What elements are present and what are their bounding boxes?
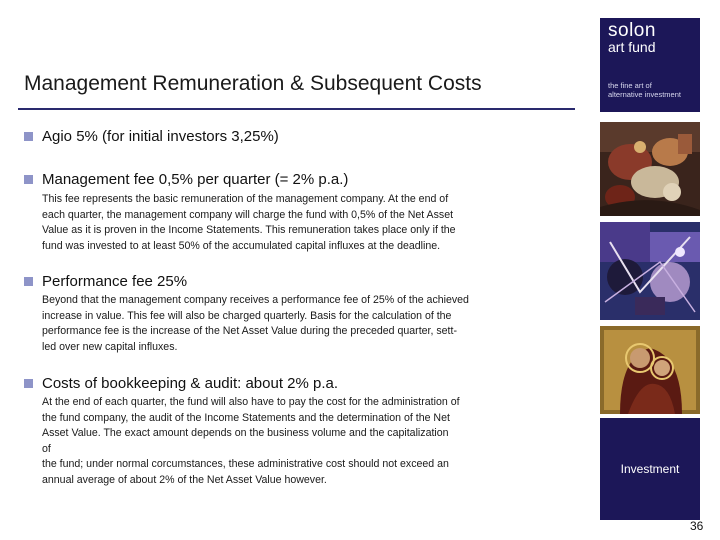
logo-tagline <box>608 81 692 99</box>
management-fee-paragraph <box>42 192 568 254</box>
paragraph-line: annual average of about 2% of the Net Asset Value however. <box>42 473 327 486</box>
paragraph-line: Asset Value. The exact amount depends on the business volume and the capitalization <box>42 427 449 439</box>
logo-subtitle: art fund <box>608 39 656 55</box>
bullet-heading: Costs of bookkeeping & audit: about 2% p.a. <box>42 375 339 392</box>
bullet-square-icon <box>24 132 33 141</box>
bookkeeping-paragraph <box>42 395 568 488</box>
paragraph-line: the fund company, the audit of the Income Statements and the determination of the Net <box>42 411 450 424</box>
bullet-heading: Performance fee 25% <box>42 273 188 290</box>
bullet-bookkeeping-audit <box>24 375 338 392</box>
paragraph-line: At the end of each quarter, the fund will also have to pay the cost for the administration of <box>42 396 460 408</box>
artwork-image-icon-painting <box>600 326 700 414</box>
bullet-agio <box>24 128 279 145</box>
paragraph-line: the fund; under normal corcumstances, these administrative cost should not exceed an <box>42 458 449 470</box>
logo-tagline-line: the fine art of <box>608 81 652 90</box>
paragraph-line: Value as it is proven in the Income Statements. This remuneration takes place only if the <box>42 224 456 236</box>
logo-tagline-line: alternative investment <box>608 90 681 99</box>
solon-logo <box>600 18 700 112</box>
artwork-image-surreal <box>600 122 700 216</box>
bullet-heading: Agio 5% (for initial investors 3,25%) <box>42 128 279 145</box>
page-number: 36 <box>690 519 704 533</box>
paragraph-line: fund was invested to at least 50% of the accumulated capital influxes at the deadline. <box>42 239 441 252</box>
paragraph-line: led over new capital influxes. <box>42 340 178 353</box>
bullet-square-icon <box>24 277 33 286</box>
logo-wordmark: solon <box>608 20 656 41</box>
investment-label: Investment <box>620 462 680 476</box>
paragraph-line: of <box>42 442 51 455</box>
bullet-management-fee <box>24 171 348 188</box>
bullet-square-icon <box>24 379 33 388</box>
bullet-performance-fee <box>24 273 187 290</box>
paragraph-line: each quarter, the management company will charge the fund with 0,5% of the Net Asset <box>42 208 454 221</box>
bullet-heading: Management fee 0,5% per quarter (= 2% p.a.) <box>42 171 349 188</box>
slide-title: Management Remuneration & Subsequent Costs <box>24 72 482 95</box>
performance-fee-paragraph <box>42 293 568 355</box>
paragraph-line: Beyond that the management company receives a performance fee of 25% of the achieved <box>42 294 469 306</box>
paragraph-line: This fee represents the basic remuneration of the management company. At the end of <box>42 193 449 205</box>
paragraph-line: increase in value. This fee will also be charged quarterly. Basis for the calculation of the <box>42 309 452 322</box>
title-divider <box>18 108 575 110</box>
investment-label-box <box>600 418 700 520</box>
bullet-square-icon <box>24 175 33 184</box>
paragraph-line: performance fee is the increase of the Net Asset Value during the preceded quarter, sett- <box>42 325 457 337</box>
artwork-image-abstract <box>600 222 700 320</box>
